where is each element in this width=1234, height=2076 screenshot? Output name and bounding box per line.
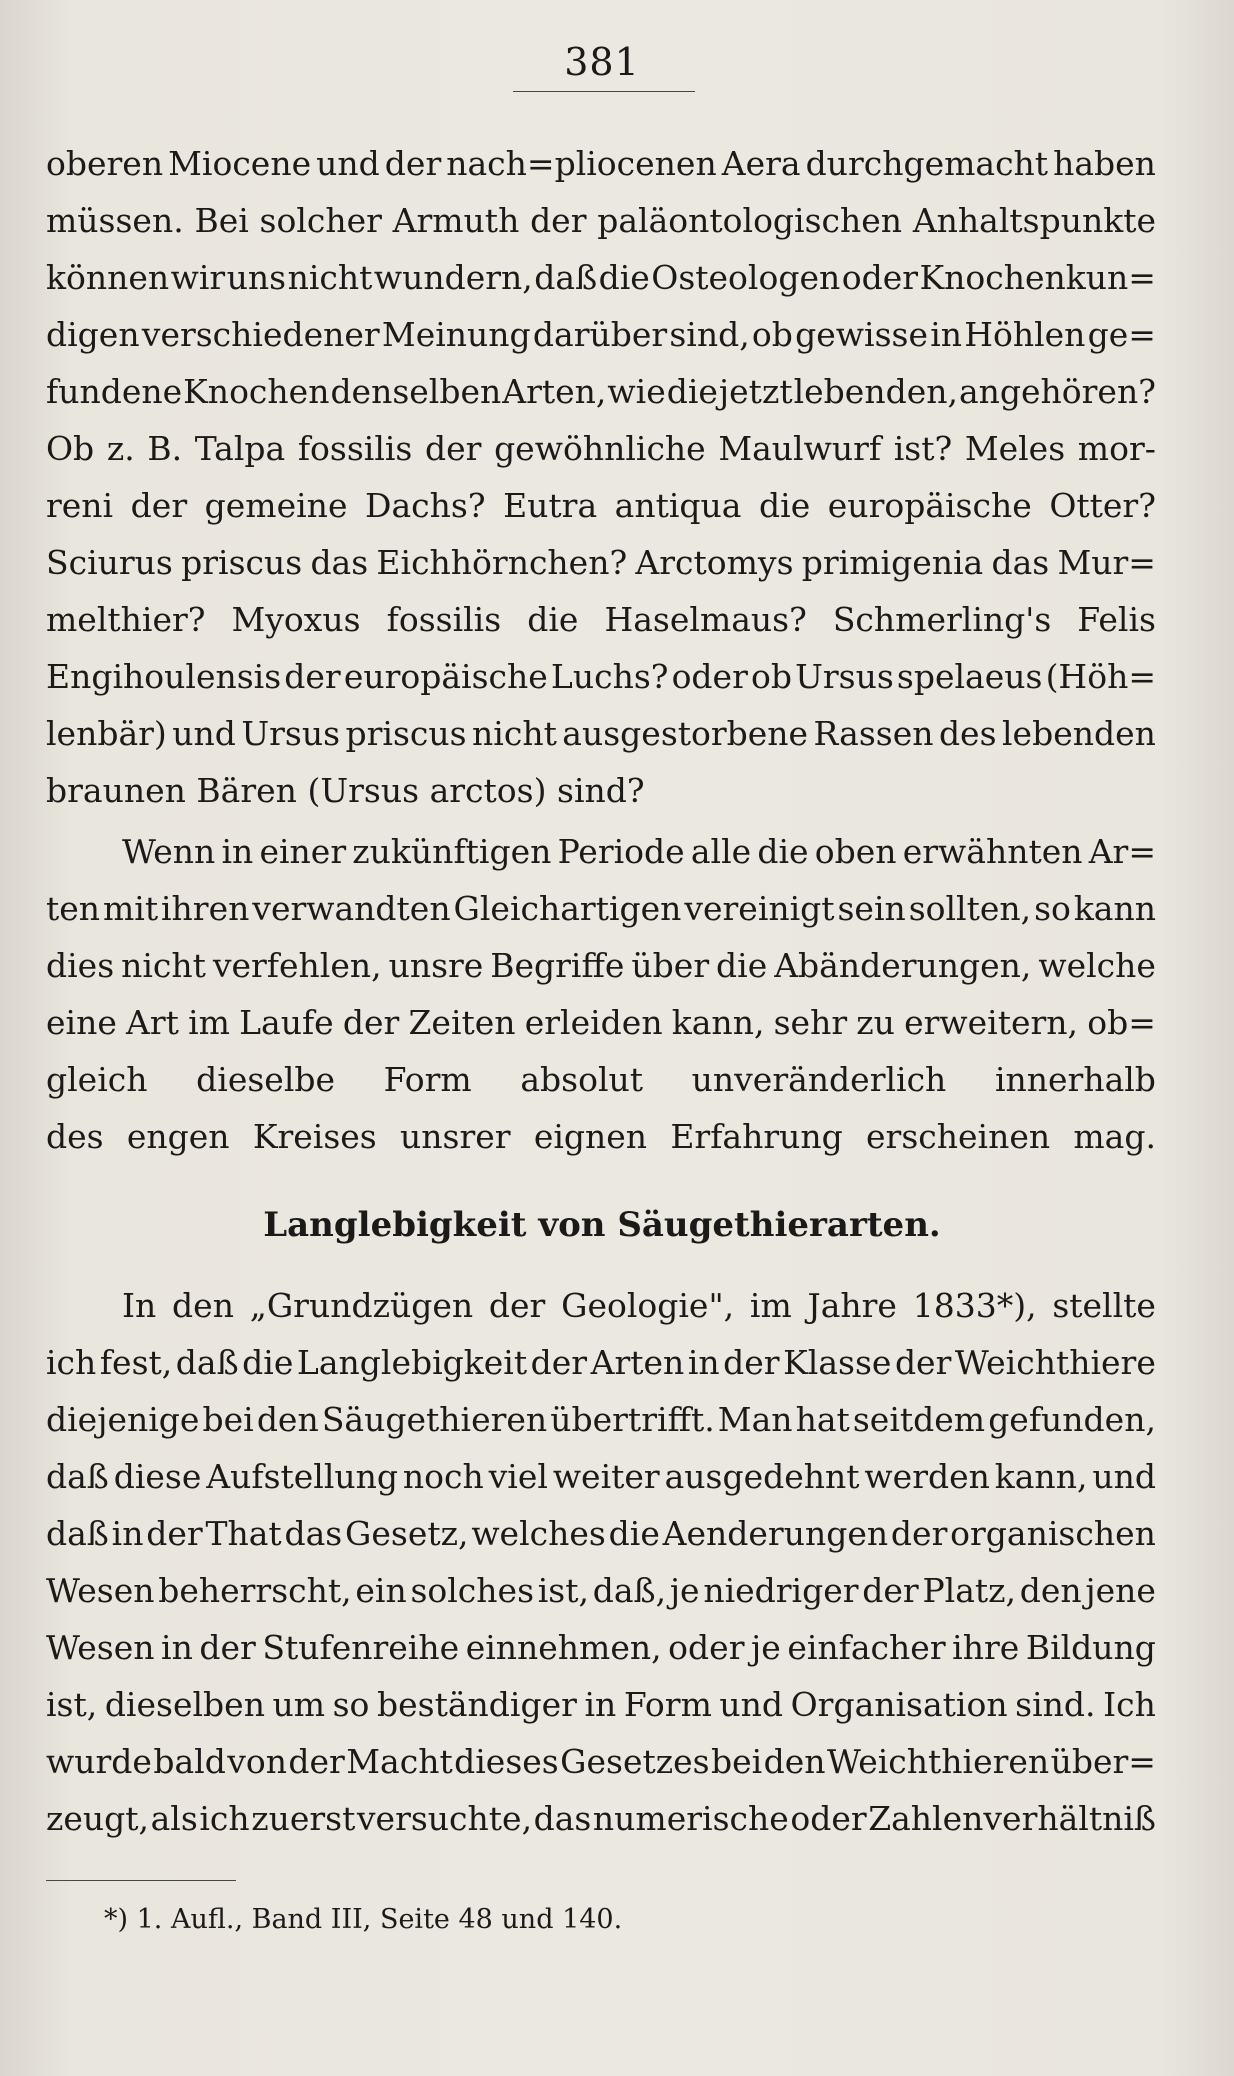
word: gemeine [204,486,348,525]
text-line [46,306,1156,363]
word: europäische [827,486,1032,525]
word: und [719,1685,784,1724]
word: Schmerling's [832,600,1052,639]
word: ausgedehnt [664,1457,860,1496]
word: daß [46,1514,109,1553]
word: einer [259,832,347,871]
word: Klasse [783,1343,892,1382]
word: in [930,315,962,354]
word: gewöhnliche [494,429,706,468]
word: die [598,258,650,297]
word: denselben [330,372,502,411]
word: Gesetz, [345,1514,469,1553]
word: noch [402,1457,484,1496]
word: solcher [259,201,382,240]
word: Eichhörnchen? [376,543,628,582]
word: ge= [1087,315,1156,354]
text-line [46,880,1156,937]
word: die [527,600,579,639]
word: vereinigt [684,889,835,928]
word: solches [410,1571,535,1610]
text-line [46,1619,1156,1676]
word: die [759,486,811,525]
text-line [46,420,1156,477]
word: ist, [537,1571,589,1610]
word: wie [607,372,666,411]
word: lenbär) [46,714,167,753]
word: und [1092,1457,1156,1496]
word: In [122,1286,157,1325]
word: Zahlenverhältniß [868,1799,1156,1838]
word: in [161,1628,193,1667]
text-line [46,1051,1156,1108]
word: uns [226,258,287,297]
word: Ursus [795,657,894,696]
word: Organisation [790,1685,1008,1724]
word: „Grundzügen [249,1286,474,1325]
word: Laufe [239,1003,334,1042]
text-line [46,1108,1156,1165]
word: jetzt [718,372,793,411]
word: seitdem [852,1400,986,1439]
word: der [890,1514,948,1553]
word: erleiden [524,1003,663,1042]
word: in [111,1514,144,1553]
word: verfehlen, [212,946,382,985]
word: niedriger [703,1571,859,1610]
word: und [316,144,380,183]
word: Aufstellung [206,1457,399,1496]
word: welche [1038,946,1156,985]
word: ihre [952,1628,1020,1667]
word: zu [856,1003,895,1042]
word: oben [814,832,897,871]
word: hat [795,1400,850,1439]
word: einnehmen, [465,1628,662,1667]
word: Höhlen [964,315,1086,354]
word: unsrer [400,1117,511,1156]
word: That [205,1514,282,1553]
word: Maulwurf [718,429,882,468]
paragraph-armuth [46,135,1156,819]
section-title: Langlebigkeit von Säugethierarten. [263,1205,941,1245]
word: erscheinen [866,1117,1051,1156]
word: der [146,1514,203,1553]
word: ich [46,1343,97,1382]
word: Stufenreihe [262,1628,460,1667]
word: mor- [1077,429,1156,468]
word: Man [717,1400,793,1439]
word: priscus [345,714,467,753]
text-line [46,823,1156,880]
word: der [425,429,482,468]
word: oberen [46,144,164,183]
word: werden [864,1457,990,1496]
word: wurde [46,1742,152,1781]
text-line [46,1733,1156,1790]
word: Weichthiere [954,1343,1156,1382]
text-line [46,192,1156,249]
word: den [172,1286,234,1325]
word: Abänderungen, [774,946,1032,985]
word: die [242,1343,294,1382]
word: je [751,1628,781,1667]
paragraph-zukunft [46,823,1156,1165]
word: der [530,1343,588,1382]
word: die [608,1514,660,1553]
word: primigenia [801,543,984,582]
word: erwähnten [902,832,1083,871]
word: Geologie", [561,1286,735,1325]
word: beständiger [377,1685,577,1724]
word: Zeiten [408,1003,516,1042]
word: Bären [196,771,297,810]
word: wir [170,258,226,297]
text-line [46,534,1156,591]
word: Anhaltspunkte [912,201,1156,240]
word: den [763,1742,826,1781]
word: Kreises [252,1117,377,1156]
word: Ar= [1088,832,1156,871]
word: zuerst [251,1799,356,1838]
word: Felis [1077,600,1156,639]
word: diese [113,1457,202,1496]
word: das [310,543,369,582]
word: Engihoulensis [46,657,282,696]
word: sind. [1015,1685,1096,1724]
word: ob= [1087,1003,1156,1042]
word: erweitern, [904,1003,1079,1042]
word: daß, [592,1571,667,1610]
word: Ob [46,429,95,468]
word: zeugt, [46,1799,150,1838]
word: nicht [287,258,373,297]
word: alle [690,832,752,871]
word: Armuth [392,201,520,240]
word: zukünftigen [352,832,552,871]
word: versuchte, [356,1799,533,1838]
word: der [342,1003,400,1042]
word: dieselben [104,1685,265,1724]
word: unsre [388,946,484,985]
word: über= [1050,1742,1156,1781]
word: in [687,1343,720,1382]
word: um [272,1685,326,1724]
word: ist? [893,429,953,468]
word: der [862,1571,919,1610]
word: stellte [1052,1286,1156,1325]
text-line [46,648,1156,705]
word: europäische [343,657,548,696]
word: Form [623,1685,712,1724]
word: bei [202,1400,254,1439]
text-line [46,1391,1156,1448]
word: jene [1085,1571,1156,1610]
word: das [533,1799,592,1838]
word: melthier? [46,600,206,639]
word: digen [46,315,140,354]
word: Miocene [168,144,312,183]
word: oder [841,258,919,297]
word: viel [488,1457,548,1496]
word: Wesen [46,1628,155,1667]
word: Form [383,1060,472,1099]
word: müssen. [46,201,184,240]
word: (Ursus [307,771,420,810]
word: priscus [181,543,303,582]
word: der [723,1343,780,1382]
word: daß [175,1343,239,1382]
word: ist, [46,1685,98,1724]
word: die [716,946,768,985]
word: Meinung [381,315,531,354]
word: dieses [454,1742,559,1781]
word: diejenige [46,1400,200,1439]
word: den [1019,1571,1082,1610]
word: Wenn [122,832,216,871]
word: ob [750,657,792,696]
text-line [46,1790,1156,1847]
word: B. [147,429,183,468]
word: dieselbe [196,1060,336,1099]
word: der [488,1286,546,1325]
word: kann, [994,1457,1088,1496]
word: dies [46,946,115,985]
text-line [46,937,1156,994]
word: Macht [346,1742,453,1781]
word: sollten, [908,889,1032,928]
word: Haselmaus? [604,600,807,639]
word: der [530,201,587,240]
word: die [757,832,809,871]
word: kann [1073,889,1156,928]
word: Knochenkun= [919,258,1156,297]
word: Gleichartigen [453,889,682,928]
word: in [584,1685,617,1724]
text-line [46,1505,1156,1562]
text-line [46,1448,1156,1505]
word: engen [126,1117,230,1156]
text-line [46,591,1156,648]
text-line [46,1277,1156,1334]
word: in [221,832,254,871]
paragraph-langlebigkeit [46,1277,1156,1847]
text-line [46,705,1156,762]
word: Luchs? [550,657,669,696]
word: den [256,1400,319,1439]
word: Wesen [46,1571,155,1610]
word: die [666,372,718,411]
word: Langlebigkeit [296,1343,528,1382]
word: fest, [99,1343,173,1382]
text-line [46,477,1156,534]
word: verschiedener [141,315,380,354]
word: lebenden [1001,714,1156,753]
word: im [188,1003,230,1042]
word: so [1034,889,1071,928]
word: der [284,657,341,696]
word: und [172,714,236,753]
word: je [669,1571,700,1610]
word: Begriffe [490,946,625,985]
word: Arten [590,1343,685,1382]
word: bei [711,1742,763,1781]
word: das [991,543,1050,582]
word: des [46,1117,104,1156]
word: Bildung [1025,1628,1156,1667]
word: mit [102,889,159,928]
word: Weichthieren [826,1742,1050,1781]
word: eine [46,1003,117,1042]
word: Meles [964,429,1066,468]
word: ob [751,315,793,354]
word: verwandten [252,889,451,928]
word: nicht [121,946,206,985]
word: können [46,258,170,297]
word: oder [668,1628,745,1667]
word: Osteologen [651,258,841,297]
text-line [46,1562,1156,1619]
word: sind, [669,315,750,354]
word: lebenden, [793,372,958,411]
word: ausgestorbene [562,714,809,753]
word: bald [153,1742,226,1781]
word: mag. [1073,1117,1156,1156]
word: der [199,1628,256,1667]
word: Platz, [922,1571,1017,1610]
word: reni [46,486,114,525]
word: fossilis [297,429,413,468]
word: von [227,1742,287,1781]
word: Knochen [183,372,330,411]
word: Aenderungen [662,1514,889,1553]
word: Eutra [503,486,598,525]
word: gefunden, [988,1400,1156,1439]
word: Arctomys [635,543,794,582]
word: braunen [46,771,186,810]
word: Erfahrung [670,1117,843,1156]
word: eignen [533,1117,648,1156]
text-line [46,249,1156,306]
word: daß [46,1457,109,1496]
word: der [894,1343,952,1382]
word: paläontologischen [597,201,903,240]
word: 1833*), [912,1286,1037,1325]
word: ihren [161,889,250,928]
word: spelaeus [896,657,1043,696]
word: sind? [557,771,645,810]
word: übertrifft. [550,1400,715,1439]
word: Mur= [1057,543,1156,582]
footnote-rule [46,1880,236,1881]
word: der [384,144,442,183]
word: fossilis [386,600,502,639]
word: daß [534,258,598,297]
word: innerhalb [994,1060,1156,1099]
word: im [749,1286,792,1325]
word: Talpa [194,429,286,468]
word: nach=pliocenen [446,144,717,183]
word: Ich [1103,1685,1156,1724]
word: organischen [950,1514,1156,1553]
word: weiter [552,1457,660,1496]
word: Arten, [502,372,607,411]
word: einfacher [787,1628,946,1667]
word: so [332,1685,370,1724]
word: als [150,1799,198,1838]
word: beherrscht, [158,1571,352,1610]
word: Sciurus [46,543,173,582]
word: nicht [472,714,557,753]
word: ein [355,1571,407,1610]
footnote: *) 1. Aufl., Band III, Seite 48 und 140. [104,1904,623,1935]
word: (Höh= [1045,657,1156,696]
word: Säugethieren [321,1400,548,1439]
word: angehören? [958,372,1156,411]
word: z. [106,429,135,468]
word: sein [837,889,906,928]
word: Dachs? [365,486,486,525]
word: kann, [671,1003,765,1042]
word: darüber [532,315,668,354]
word: sehr [773,1003,848,1042]
word: Otter? [1049,486,1156,525]
word: Gesetzes [560,1742,710,1781]
header-rule [513,91,695,92]
word: Ursus [241,714,341,753]
text-line [46,135,1156,192]
text-line [46,762,1156,819]
word: das [284,1514,343,1553]
word: numerische [592,1799,789,1838]
word: welches [471,1514,606,1553]
word: Bei [194,201,249,240]
word: Art [126,1003,179,1042]
word: ich [199,1799,250,1838]
word: des [938,714,997,753]
word: der [288,1742,345,1781]
text-line [46,1334,1156,1391]
word: Rassen [813,714,934,753]
word: der [130,486,188,525]
word: antiqua [614,486,742,525]
word: gleich [46,1060,148,1099]
text-line [46,1676,1156,1733]
word: oder [671,657,748,696]
word: absolut [520,1060,644,1099]
word: unveränderlich [691,1060,947,1099]
word: wundern, [373,258,533,297]
page-number: 381 [564,40,640,84]
word: Aera [721,144,801,183]
word: fundene [46,372,183,411]
word: arctos) [429,771,547,810]
word: Periode [557,832,685,871]
word: Myoxus [231,600,361,639]
text-line [46,363,1156,420]
word: oder [790,1799,867,1838]
word: haben [1053,144,1156,183]
text-line [46,994,1156,1051]
word: ten [46,889,101,928]
word: gewisse [795,315,928,354]
word: Jahre [807,1286,897,1325]
word: über [631,946,710,985]
word: durchgemacht [805,144,1049,183]
